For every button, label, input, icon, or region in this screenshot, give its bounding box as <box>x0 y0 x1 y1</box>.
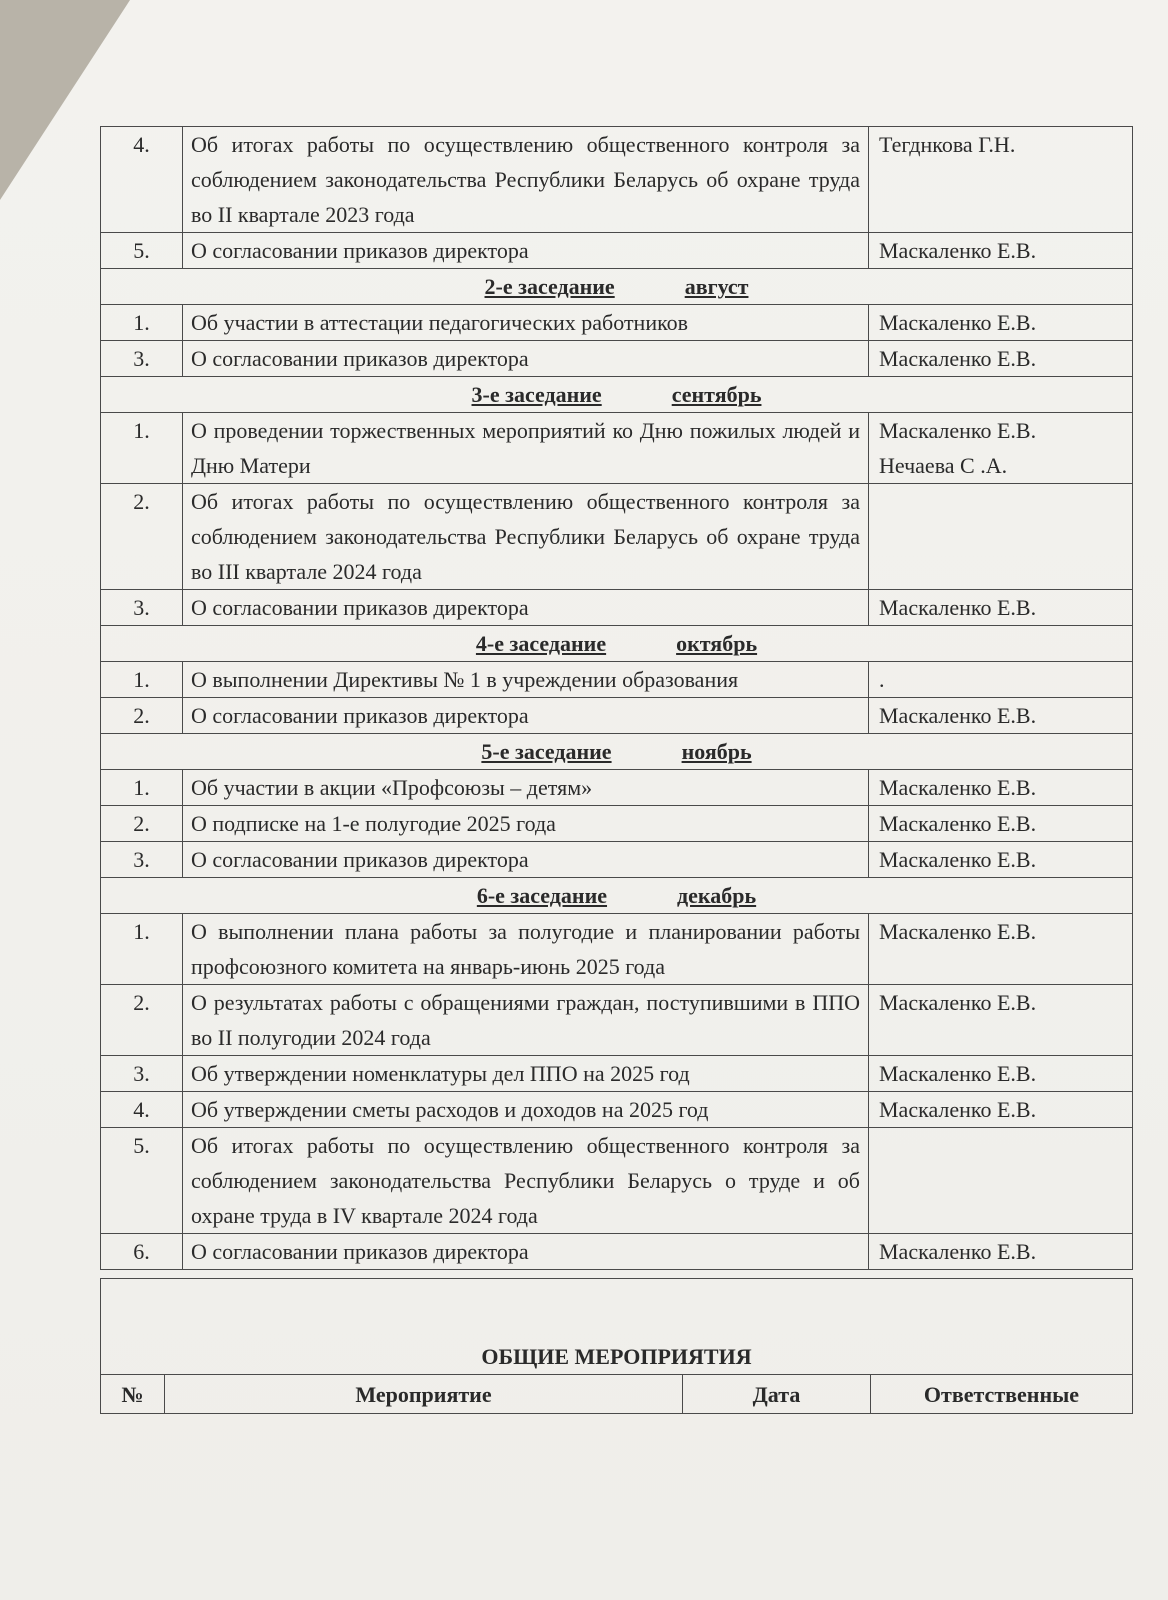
agenda-row <box>101 305 1133 341</box>
agenda-topic: О согласовании приказов директора <box>183 1234 869 1270</box>
general-events-table <box>100 1278 1133 1414</box>
meetings-table-body <box>101 127 1133 1270</box>
meeting-section-heading <box>101 626 1133 662</box>
agenda-responsible: Маскаленко Е.В. <box>869 806 1133 842</box>
agenda-row <box>101 484 1133 590</box>
agenda-number: 5. <box>101 1128 183 1234</box>
general-title-row <box>101 1339 1133 1375</box>
agenda-number: 2. <box>101 484 183 590</box>
agenda-responsible: Маскаленко Е.В. <box>869 698 1133 734</box>
agenda-responsible <box>869 1128 1133 1234</box>
agenda-number: 3. <box>101 590 183 626</box>
agenda-row <box>101 1128 1133 1234</box>
meeting-section-heading <box>101 878 1133 914</box>
meeting-section-row <box>101 269 1133 305</box>
agenda-row <box>101 806 1133 842</box>
agenda-number: 5. <box>101 233 183 269</box>
agenda-responsible: Маскаленко Е.В. Нечаева С .А. <box>869 413 1133 484</box>
agenda-responsible: Маскаленко Е.В. <box>869 914 1133 985</box>
agenda-topic: О согласовании приказов директора <box>183 341 869 377</box>
agenda-row <box>101 842 1133 878</box>
agenda-responsible: Маскаленко Е.В. <box>869 305 1133 341</box>
agenda-responsible: Маскаленко Е.В. <box>869 1056 1133 1092</box>
agenda-number: 2. <box>101 806 183 842</box>
agenda-row <box>101 413 1133 484</box>
agenda-responsible: Тегднкова Г.Н. <box>869 127 1133 233</box>
agenda-topic: О выполнении Директивы № 1 в учреждении образования <box>183 662 869 698</box>
agenda-topic: О согласовании приказов директора <box>183 590 869 626</box>
meeting-month: ноябрь <box>681 739 752 764</box>
meeting-name: 3-е заседание <box>471 382 602 407</box>
meetings-table <box>100 126 1133 1270</box>
general-blank-row <box>101 1279 1133 1340</box>
agenda-row <box>101 590 1133 626</box>
agenda-number: 3. <box>101 842 183 878</box>
agenda-number: 1. <box>101 914 183 985</box>
agenda-number: 3. <box>101 341 183 377</box>
meeting-name: 6-е заседание <box>476 883 608 908</box>
agenda-responsible: Маскаленко Е.В. <box>869 842 1133 878</box>
agenda-number: 1. <box>101 305 183 341</box>
agenda-responsible: Маскаленко Е.В. <box>869 590 1133 626</box>
agenda-topic: Об утверждении сметы расходов и доходов на 2025 год <box>183 1092 869 1128</box>
meeting-month: декабрь <box>677 883 757 908</box>
meeting-section-row <box>101 626 1133 662</box>
agenda-responsible: Маскаленко Е.В. <box>869 233 1133 269</box>
general-header-row <box>101 1375 1133 1414</box>
agenda-topic: О проведении торжественных мероприятий ко Дню пожилых людей и Дню Матери <box>183 413 869 484</box>
agenda-topic: О результатах работы с обращениями граждан, поступившими в ППО во II полугодии 2024 года <box>183 985 869 1056</box>
agenda-number: 2. <box>101 698 183 734</box>
agenda-responsible: Маскаленко Е.В. <box>869 1234 1133 1270</box>
agenda-number: 1. <box>101 770 183 806</box>
agenda-number: 1. <box>101 413 183 484</box>
meeting-name: 2-е заседание <box>484 274 615 299</box>
header-num: № <box>101 1375 165 1414</box>
header-resp: Ответственные <box>871 1375 1133 1414</box>
agenda-topic: О подписке на 1-е полугодие 2025 года <box>183 806 869 842</box>
agenda-row <box>101 1234 1133 1270</box>
meeting-section-row <box>101 377 1133 413</box>
meeting-section-heading <box>101 269 1133 305</box>
agenda-responsible: Маскаленко Е.В. <box>869 985 1133 1056</box>
agenda-number: 4. <box>101 127 183 233</box>
agenda-responsible: Маскаленко Е.В. <box>869 1092 1133 1128</box>
meeting-section-heading <box>101 734 1133 770</box>
agenda-topic: Об итогах работы по осуществлению общественного контроля за соблюдением законодательства Республики Беларусь об охране труда во II квартале 2023 года <box>183 127 869 233</box>
agenda-topic: О согласовании приказов директора <box>183 842 869 878</box>
agenda-responsible: Маскаленко Е.В. <box>869 770 1133 806</box>
agenda-topic: О согласовании приказов директора <box>183 233 869 269</box>
agenda-row <box>101 662 1133 698</box>
agenda-topic: Об участии в акции «Профсоюзы – детям» <box>183 770 869 806</box>
agenda-topic: Об итогах работы по осуществлению общественного контроля за соблюдением законодательства Республики Беларусь о труде и об охране труда в IV квартале 2024 года <box>183 1128 869 1234</box>
agenda-row <box>101 1056 1133 1092</box>
agenda-responsible: Маскаленко Е.В. <box>869 341 1133 377</box>
agenda-number: 6. <box>101 1234 183 1270</box>
agenda-topic: О выполнении плана работы за полугодие и планировании работы профсоюзного комитета на январь-июнь 2025 года <box>183 914 869 985</box>
agenda-responsible: . <box>869 662 1133 698</box>
agenda-topic: Об итогах работы по осуществлению общественного контроля за соблюдением законодательства Республики Беларусь об охране труда во III квартале 2024 года <box>183 484 869 590</box>
agenda-row <box>101 914 1133 985</box>
meeting-section-row <box>101 878 1133 914</box>
general-events-title: ОБЩИЕ МЕРОПРИЯТИЯ <box>101 1339 1133 1375</box>
agenda-topic: Об участии в аттестации педагогических работников <box>183 305 869 341</box>
agenda-topic: О согласовании приказов директора <box>183 698 869 734</box>
agenda-row <box>101 341 1133 377</box>
agenda-number: 4. <box>101 1092 183 1128</box>
agenda-row <box>101 985 1133 1056</box>
agenda-row <box>101 770 1133 806</box>
agenda-row <box>101 127 1133 233</box>
agenda-row <box>101 233 1133 269</box>
agenda-number: 1. <box>101 662 183 698</box>
agenda-number: 3. <box>101 1056 183 1092</box>
meeting-month: сентябрь <box>671 382 762 407</box>
meeting-month: октябрь <box>676 631 758 656</box>
meeting-name: 5-е заседание <box>481 739 612 764</box>
agenda-row <box>101 698 1133 734</box>
meeting-name: 4-е заседание <box>475 631 607 656</box>
agenda-row <box>101 1092 1133 1128</box>
agenda-topic: Об утверждении номенклатуры дел ППО на 2025 год <box>183 1056 869 1092</box>
header-event: Мероприятие <box>165 1375 683 1414</box>
meeting-section-heading <box>101 377 1133 413</box>
meeting-section-row <box>101 734 1133 770</box>
header-date: Дата <box>683 1375 871 1414</box>
meeting-month: август <box>684 274 749 299</box>
agenda-responsible <box>869 484 1133 590</box>
plan-sheet <box>100 126 1132 1414</box>
agenda-number: 2. <box>101 985 183 1056</box>
